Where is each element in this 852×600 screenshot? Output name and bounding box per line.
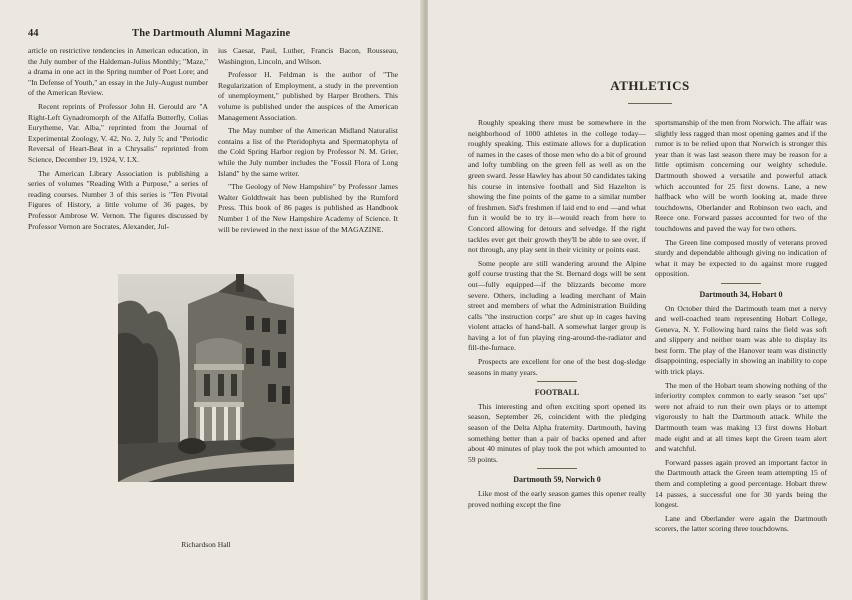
football-heading: FOOTBALL xyxy=(534,388,580,398)
divider xyxy=(721,283,761,284)
paragraph: This interesting and often exciting sport opened its season, September 26, coincident with the pledging season of the Delta Alpha fraternity. Dartmouth, having something better than a pair of backs opened and after about 40 minutes of play took the pot which amounted to 59 points. xyxy=(468,401,646,464)
paragraph: Roughly speaking there must be somewhere in the neighborhood of 1000 athletes in the college today—roughly speaking. This estimate allows for a duplication of names in the cases of those men who do a bit of ground and lofty tumbling on the green fell as well as on the green sward. Jesse Hawley has about 50 candidates taking his course in intensive football and Sid Hazelton is showing the fine points of the game to a similar number of freshmen. Sid's freshmen if laid end to end —and what fun it would be to try it—would reach from here to Concord allowing for detours and selvedge. If the right tackles ever get their growth they'll be able to see over, if not through, any play sent in their vicinity or points east. xyxy=(468,118,646,255)
paragraph: ius Caesar, Paul, Luther, Francis Bacon, Rousseau, Washington, Lincoln, and Wilson. xyxy=(218,46,398,66)
right-column-2 xyxy=(655,118,827,538)
paragraph: Professor H. Feldman is the author of "The Regularization of Employment, a study in the prevention of unemployment," published by Harper Brothers. This volume is published under the auspices of the American Management Association. xyxy=(218,70,398,122)
right-column-1 xyxy=(468,118,646,513)
divider xyxy=(537,381,577,382)
richardson-hall-photo xyxy=(118,274,294,482)
paragraph: The Green line composed mostly of veterans proved sturdy and dependable although giving no indication of what it may be expected to do against more rugged opposition. xyxy=(655,237,827,279)
paragraph: Recent reprints of Professor John H. Gerould are "A Right-Left Gynadromorph of the Alfalfa Butterfly, Colias Eurytheme, Var. Alba," reprinted from the Journal of Experimental Zoology, V. 42, No. 2, July 5; and "Periodic Reversal of Heart-Beat in a Chrysalis" reprinted from Science, December 19, 1924, V. LX. xyxy=(28,101,208,164)
paragraph: On October third the Dartmouth team met a nervy and well-coached team representing Hobart College, Geneva, N. Y. Following hard rains the field was soft and slippery and neither team was able to display its best form. The play of the Hanover team was distinctly disappointing, especially in showing an inability to cope with trick plays. xyxy=(655,303,827,377)
paragraph: "The Geology of New Hampshire" by Professor James Walter Goldthwait has been published by the Rumford Press. This book of 86 pages is published as Handbook Number 1 of the New Hampshire Academy of Science. It will be reviewed in the next issue of the MAGAZINE. xyxy=(218,182,398,234)
paragraph: Some people are still wandering around the Alpine golf course trusting that the St. Bernard dogs will be sent out—fully equipped—if the blizzards become more severe. Others, including a leading merchant of Main street and members of what the Administration Building calls "the instruction corps" are shut up in cages having violent attacks of hand-ball. A somewhat larger group is having a lot of fun playing ring-around-the-radiator and fill-the-furnace. xyxy=(468,258,646,353)
paragraph: sportsmanship of the men from Norwich. The affair was slightly less ragged than most opening games and if the rumor is to be relied upon that Norwich is stronger this year than it was last season there may be reason for a little optimism concerning our weighty schedule. Dartmouth showed a versatile and powerful attack which accounted for 25 first downs. Lane, a new halfback who will be worth looking at, made three touchdowns, Oberlander and Robinson two each, and Reece one. Forward passes accounted for two of the touchdowns and paved the way for two others. xyxy=(655,118,827,233)
paragraph: Prospects are excellent for one of the best dog-sledge seasons in many years. xyxy=(468,357,646,377)
paragraph: Like most of the early season games this opener really proved nothing except the fine xyxy=(468,489,646,509)
running-title: The Dartmouth Alumni Magazine xyxy=(132,28,291,39)
paragraph: The May number of the American Midland Naturalist contains a list of the Pteridophyta and Spermatophyta of the Cold Spring Harbor region by Professor N. M. Grier, while the July number includes the "Fossil Flora of Long Island" by the same writer. xyxy=(218,126,398,178)
section-title: ATHLETICS xyxy=(610,78,690,93)
paragraph: Forward passes again proved an important factor in the Dartmouth attack the Green team attempting 15 of them and completing a good percentage. Hobart threw 14 passes, a successful one for 30 yards being the longest. xyxy=(655,457,827,510)
left-column-1 xyxy=(28,46,208,235)
photo-caption: Richardson Hall xyxy=(181,540,231,549)
paragraph: The American Library Association is publishing a series of volumes "Reading With a Purpose," a series of reading courses. Number 3 of this series is "Ten Pivotal Figures of History, a little volume of 36 pages, by Professor Ambrose W. Vernon. The figures discussed by Professor Vernon are Socrates, Alexander, Jul- xyxy=(28,168,208,231)
left-page xyxy=(0,0,424,600)
paragraph: The men of the Hobart team showing nothing of the inferiority complex common to early season "set ups" were not afraid to run their own plays or to attempt vigorously to halt the Dartmouth attack. While the Dartmouth team was making 13 first downs Hobart made eight and at all times kept the Green team alert and watchful. xyxy=(655,380,827,454)
divider xyxy=(537,468,577,469)
page-number: 44 xyxy=(28,28,39,39)
paragraph: article on restrictive tendencies in American education, in the July number of the Haldeman-Julius Monthly; "Maze," a drama in one act in the Spring number of Poet Lore; and "In Defense of Youth," an essay in the July-August number of the American Review. xyxy=(28,46,208,98)
title-rule xyxy=(628,103,672,104)
game-heading-norwich: Dartmouth 59, Norwich 0 xyxy=(513,475,601,485)
game-heading-hobart: Dartmouth 34, Hobart 0 xyxy=(699,289,783,299)
paragraph: Lane and Oberlander were again the Dartmouth scorers, the latter scoring three touchdowns. xyxy=(655,513,827,534)
left-column-2 xyxy=(218,46,398,238)
